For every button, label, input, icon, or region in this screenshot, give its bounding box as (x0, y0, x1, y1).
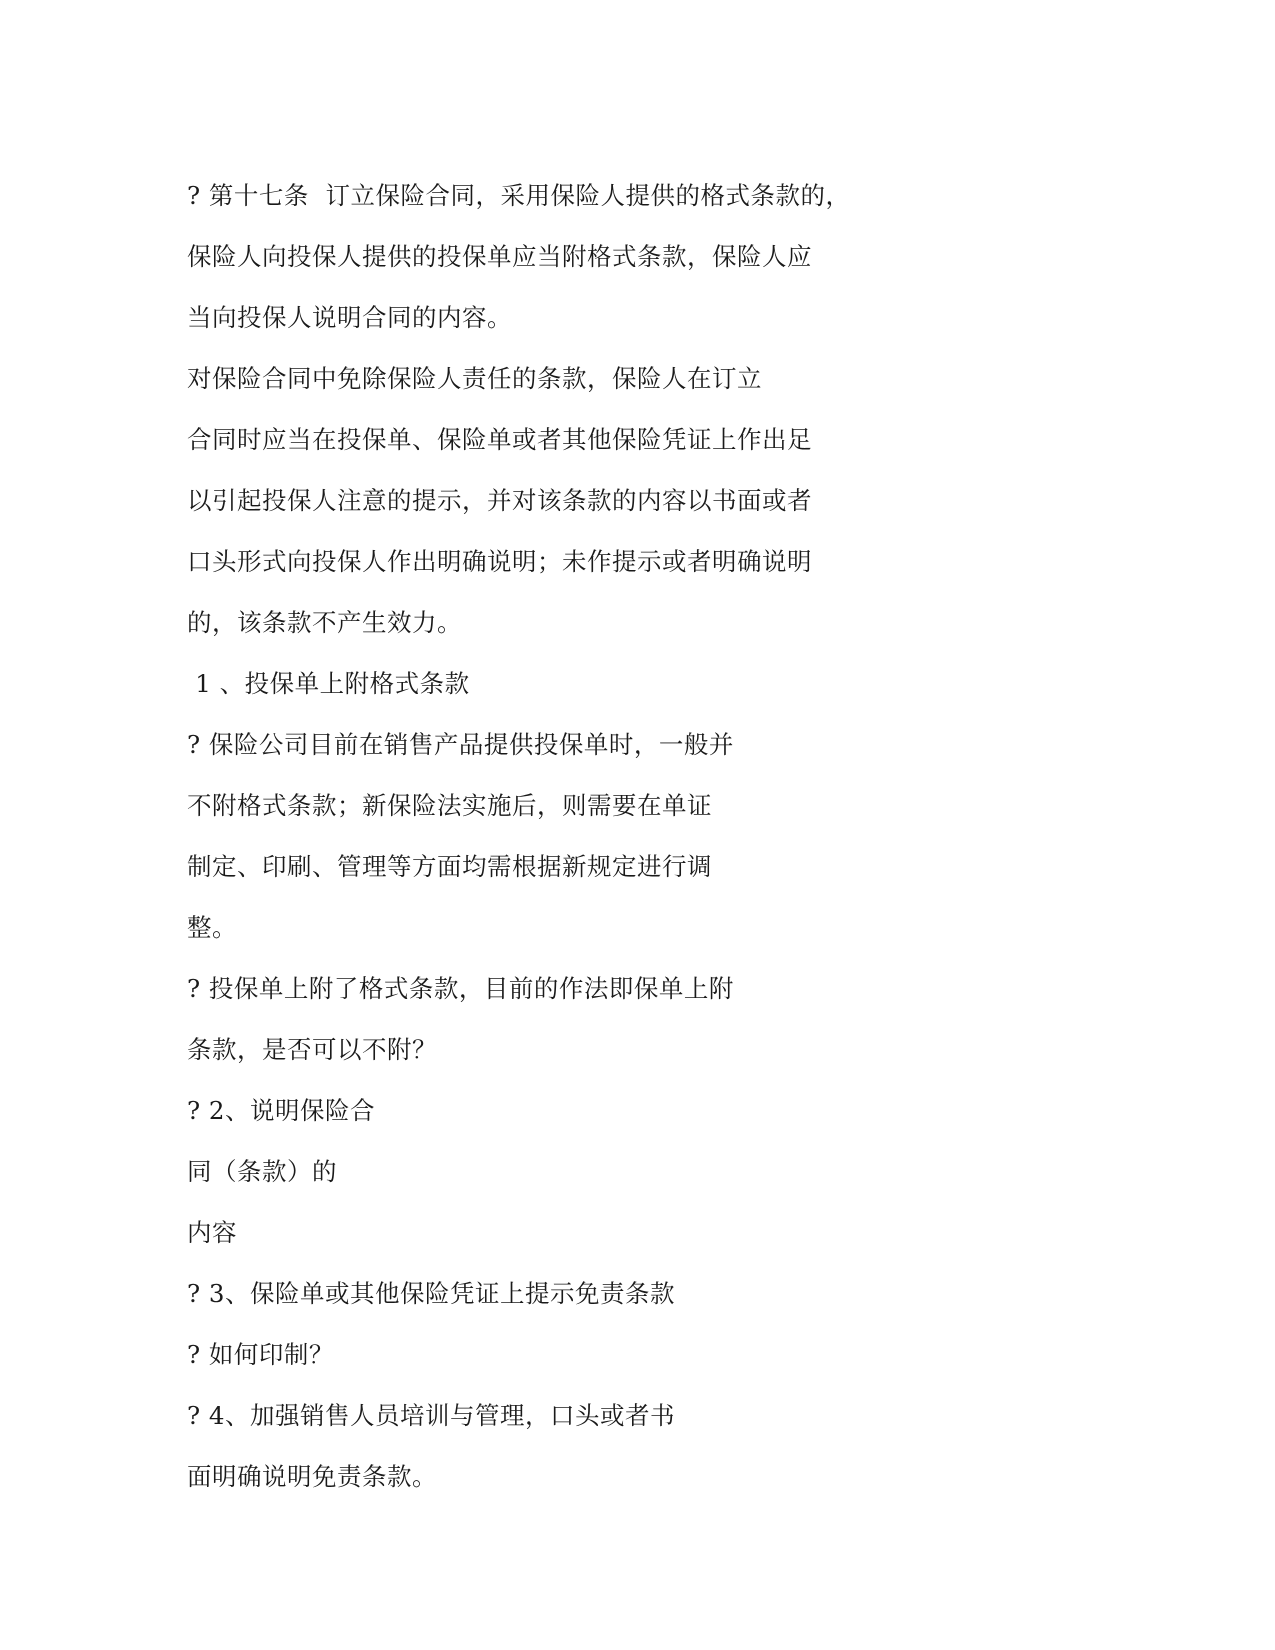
text-line: ? 投保单上附了格式条款，目前的作法即保单上附 (187, 974, 734, 1003)
text-line: ? 2、说明保险合 (187, 1096, 376, 1125)
text-line: 1 、投保单上附格式条款 (187, 669, 470, 698)
text-line: 以引起投保人注意的提示，并对该条款的内容以书面或者 (187, 486, 812, 515)
text-line: 内容 (187, 1218, 237, 1247)
text-line: 保险人向投保人提供的投保单应当附格式条款，保险人应 (187, 242, 812, 271)
body-text (187, 172, 1087, 1514)
text-line: ? 3、保险单或其他保险凭证上提示免责条款 (187, 1279, 676, 1308)
text-line: 整。 (187, 913, 237, 942)
text-line: ? 第十七条 订立保险合同，采用保险人提供的格式条款的， (187, 181, 851, 210)
text-line: 条款，是否可以不附？ (187, 1035, 437, 1064)
text-line: 当向投保人说明合同的内容。 (187, 303, 512, 332)
text-line: ? 如何印制？ (187, 1340, 334, 1369)
text-line: 的，该条款不产生效力。 (187, 608, 462, 637)
text-line: 同（条款）的 (187, 1157, 337, 1186)
text-line: 对保险合同中免除保险人责任的条款，保险人在订立 (187, 364, 762, 393)
text-line: 制定、印刷、管理等方面均需根据新规定进行调 (187, 852, 712, 881)
text-line: 合同时应当在投保单、保险单或者其他保险凭证上作出足 (187, 425, 812, 454)
text-line: 口头形式向投保人作出明确说明；未作提示或者明确说明 (187, 547, 812, 576)
text-line: ? 保险公司目前在销售产品提供投保单时，一般并 (187, 730, 734, 759)
text-line: 不附格式条款；新保险法实施后，则需要在单证 (187, 791, 712, 820)
text-line: ? 4、加强销售人员培训与管理，口头或者书 (187, 1401, 676, 1430)
text-line: 面明确说明免责条款。 (187, 1462, 437, 1491)
